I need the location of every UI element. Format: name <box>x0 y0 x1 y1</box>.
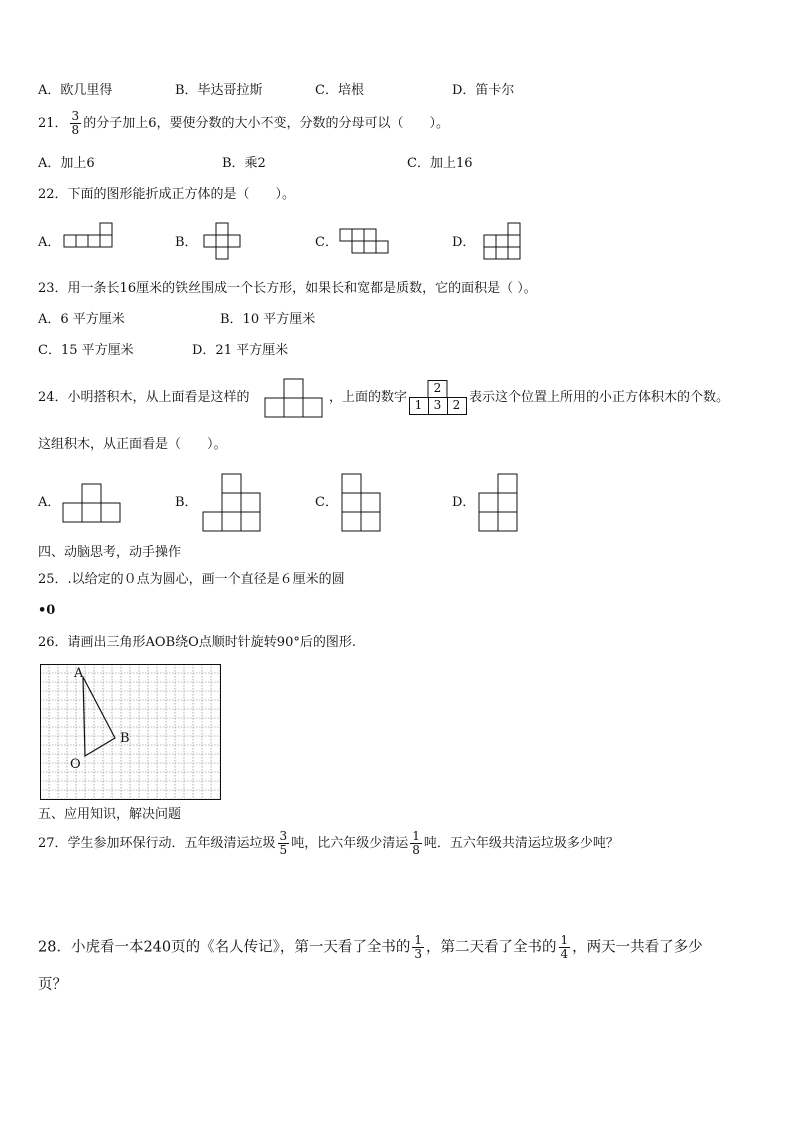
q26-label-b: B <box>120 731 130 746</box>
q22-label-b: B． <box>175 235 198 250</box>
q28-text2: ，第二天看了全书的 <box>426 939 557 956</box>
q24-text3: 表示这个位置上所用的小正方体积木的个数。 <box>469 390 730 405</box>
q27-text3: 吨．五六年级共清运垃圾多少吨？ <box>423 836 619 851</box>
q21-option-b: B．乘2 <box>222 156 266 171</box>
q24-top-view <box>265 378 325 418</box>
section4-heading: 四、动脑思考，动手操作 <box>38 545 182 560</box>
q28-f2-den: 4 <box>560 947 569 961</box>
q27-fraction-1 <box>278 830 290 857</box>
q27-f1-den: 5 <box>279 843 288 857</box>
q22-net-c <box>340 228 392 256</box>
q24-digit-right: 2 <box>452 398 461 412</box>
q20-option-d: D．笛卡尔 <box>452 83 515 98</box>
q23-stem: 23．用一条长16厘米的铁丝围成一个长方形，如果长和宽都是质数，它的面积是（ ）。 <box>38 281 537 296</box>
q24-view-b <box>203 473 263 533</box>
q24-label-b: B． <box>175 495 198 510</box>
q24-digit-mid: 3 <box>433 398 442 412</box>
q24-digit-top: 2 <box>433 381 442 395</box>
q23-option-d: D．21 平方厘米 <box>192 343 289 358</box>
q24-digit-grid <box>409 380 467 416</box>
q23-option-a: A．6 平方厘米 <box>38 312 125 327</box>
section5-heading: 五、应用知识，解决问题 <box>38 807 182 822</box>
q22-label-a: A． <box>38 235 61 250</box>
q21-fraction <box>70 110 82 137</box>
q21-frac-num: 3 <box>71 109 80 123</box>
q24-text2: ，上面的数字 <box>329 390 408 405</box>
q22-stem: 22．下面的图形能折成正方体的是（ ）。 <box>38 187 296 202</box>
q21-text: 的分子加上6，要使分数的大小不变，分数的分母可以（ ）。 <box>83 116 449 131</box>
q26-stem: 26．请画出三角形AOB绕O点顺时针旋转90°后的图形. <box>38 635 356 650</box>
q20-option-c: C．培根 <box>315 83 364 98</box>
q21-option-a: A．加上6 <box>38 156 95 171</box>
q25-stem: 25．.以给定的０点为圆心，画一个直径是６厘米的圆 <box>38 572 345 587</box>
q24-text1: 24．小明搭积木，从上面看是这样的 <box>38 390 250 405</box>
q24-view-a <box>63 483 123 523</box>
q21-frac-den: 8 <box>71 123 80 137</box>
q23-option-b: B．10 平方厘米 <box>220 312 316 327</box>
q24-label-a: A． <box>38 495 61 510</box>
q27-f1-num: 3 <box>279 829 288 843</box>
q27-f2-den: 8 <box>412 843 420 857</box>
q27-text2: 吨，比六年级少清运 <box>291 836 409 851</box>
q22-net-b <box>204 222 244 262</box>
triangle-aob <box>83 677 115 756</box>
q21-stem <box>38 110 449 137</box>
q22-net-d <box>484 222 524 262</box>
q24-label-d: D． <box>452 495 476 510</box>
q23-option-c: C．15 平方厘米 <box>38 343 134 358</box>
q24-text4: 这组积木，从正面看是（ ）。 <box>38 437 227 452</box>
q25-point: •0 <box>38 603 56 618</box>
q28-f2-num: 1 <box>560 933 569 947</box>
q28-f1-den: 3 <box>414 947 423 961</box>
q24-view-c <box>342 473 384 533</box>
q22-label-d: D． <box>452 235 476 250</box>
q22-label-c: C． <box>315 235 338 250</box>
q28-f1-num: 1 <box>414 933 423 947</box>
q24-label-c: C． <box>315 495 338 510</box>
q20-option-a: A．欧几里得 <box>38 83 113 98</box>
q28-fraction-1 <box>412 934 424 961</box>
q26-label-a: A <box>74 666 84 681</box>
q27-fraction-2 <box>410 830 422 857</box>
q28-text1: 28．小虎看一本240页的《名人传记》，第一天看了全书的 <box>38 939 411 956</box>
q22-net-a <box>64 222 116 248</box>
q20-option-b: B．毕达哥拉斯 <box>175 83 263 98</box>
q24-view-d <box>479 473 521 533</box>
q28-fraction-2 <box>559 934 571 961</box>
q26-grid-figure <box>40 664 222 800</box>
q26-label-o: O <box>70 757 81 772</box>
q28-text4: 页？ <box>38 977 67 993</box>
q21-option-c: C．加上16 <box>407 156 473 171</box>
q28-text3: ，两天一共看了多少 <box>572 939 703 956</box>
q28-stem <box>38 934 703 961</box>
q27-f2-num: 1 <box>412 829 420 843</box>
q21-number: 21． <box>38 116 68 131</box>
q24-digit-left: 1 <box>414 398 423 412</box>
q27-text1: 27．学生参加环保行动．五年级清运垃圾 <box>38 836 276 851</box>
q27-stem <box>38 830 619 857</box>
